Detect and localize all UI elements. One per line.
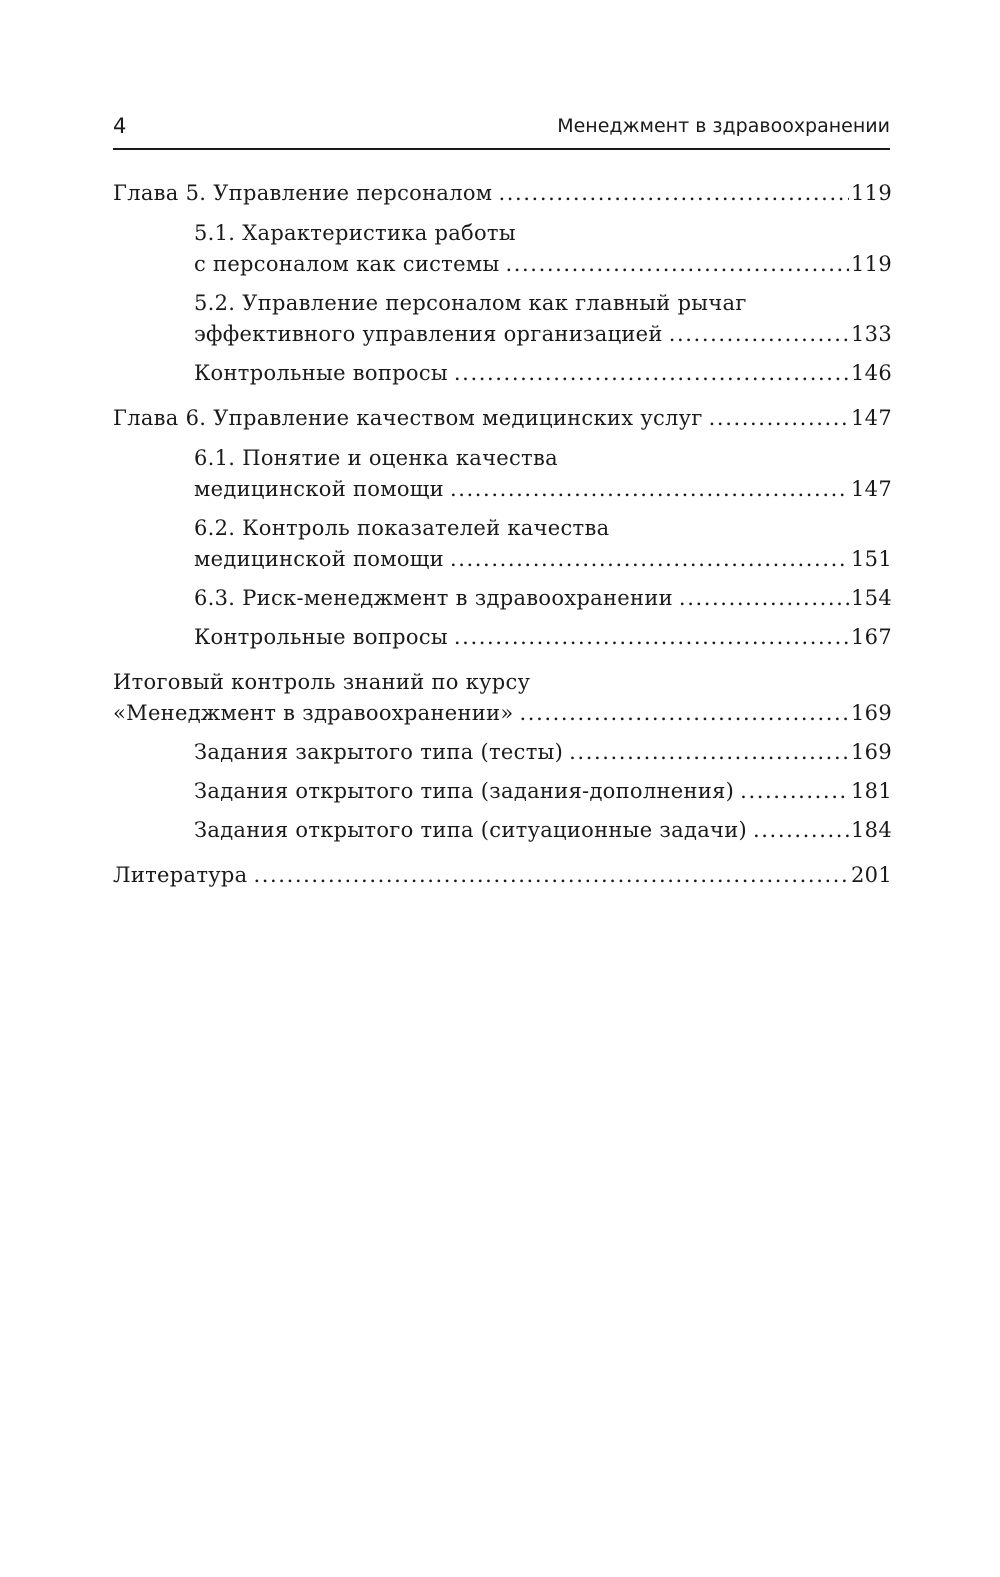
toc-section-entry (113, 288, 892, 350)
toc-page-number: 167 (851, 625, 892, 649)
toc-entry-title-line: Контрольные вопросы (194, 625, 448, 649)
toc-section-entry (113, 815, 892, 846)
dot-leader (679, 583, 849, 614)
page-header (113, 112, 890, 150)
toc-entry-title-line: Задания закрытого типа (тесты) (194, 740, 564, 764)
toc-entry-title-line: 5.1. Характеристика работы (194, 221, 516, 245)
toc-entry-title-line: Итоговый контроль знаний по курсу (113, 670, 531, 694)
toc-section-entry (113, 218, 892, 280)
toc-page-number: 147 (851, 477, 892, 501)
dot-leader (709, 403, 849, 434)
toc-section-entry (113, 622, 892, 653)
toc-page-number: 146 (851, 361, 892, 385)
toc-section-entry (113, 583, 892, 614)
toc-section-entry (113, 358, 892, 389)
dot-leader (498, 178, 849, 209)
toc-section-entry (113, 776, 892, 807)
dot-leader (669, 319, 849, 350)
toc-chapter-entry (113, 860, 892, 891)
toc-chapter-entry (113, 667, 892, 729)
page-number: 4 (113, 114, 127, 138)
toc-entry-title-line: 6.2. Контроль показателей качества (194, 516, 610, 540)
toc-chapter-entry (113, 403, 892, 434)
toc-chapter-entry (113, 178, 892, 209)
dot-leader (454, 622, 849, 653)
toc-entry-row (194, 249, 892, 280)
toc-page-number: 133 (851, 322, 892, 346)
toc-entry-row (113, 698, 892, 729)
dot-leader (569, 737, 849, 768)
toc-entry-title-line: Литература (113, 863, 248, 887)
dot-leader (450, 474, 849, 505)
toc-section-entry (113, 443, 892, 505)
toc-page-number: 119 (851, 181, 892, 205)
toc-entry-row (194, 319, 892, 350)
toc-entry-title-line: с персоналом как системы (194, 252, 500, 276)
dot-leader (450, 544, 849, 575)
toc-entry-row (194, 358, 892, 389)
dot-leader (753, 815, 849, 846)
toc-entry-row (194, 737, 892, 768)
toc-page-number: 119 (851, 252, 892, 276)
toc-entry-title-line: Глава 5. Управление персоналом (113, 181, 493, 205)
toc-entry-title-line: 6.3. Риск-менеджмент в здравоохранении (194, 586, 673, 610)
toc-entry-row (194, 544, 892, 575)
toc-entry-row (113, 178, 892, 209)
toc-entry-title-line: Глава 6. Управление качеством медицинских услуг (113, 406, 703, 430)
toc-page-number: 169 (851, 701, 892, 725)
toc-entry-title-line: медицинской помощи (194, 547, 444, 571)
toc-page-number: 169 (851, 740, 892, 764)
toc-entry-title-line: Задания открытого типа (задания-дополнения) (194, 779, 735, 803)
dot-leader (740, 776, 849, 807)
toc-entry-row (194, 776, 892, 807)
dot-leader (520, 698, 849, 729)
dot-leader (253, 860, 849, 891)
dot-leader (505, 249, 849, 280)
toc-page-number: 154 (851, 586, 892, 610)
toc-entry-title-line: 6.1. Понятие и оценка качества (194, 446, 558, 470)
toc-entry-title-line: Контрольные вопросы (194, 361, 448, 385)
toc-entry-row (194, 474, 892, 505)
toc-entry-row (113, 860, 892, 891)
toc-section-entry (113, 513, 892, 575)
toc-entry-title-line: медицинской помощи (194, 477, 444, 501)
toc-entry-row (113, 403, 892, 434)
toc-page-number: 181 (851, 779, 892, 803)
toc-entry-title-line: «Менеджмент в здравоохранении» (113, 701, 514, 725)
table-of-contents (113, 178, 892, 891)
toc-entry-title-line: 5.2. Управление персоналом как главный рычаг (194, 291, 747, 315)
dot-leader (454, 358, 849, 389)
toc-page-number: 201 (851, 863, 892, 887)
toc-page-number: 147 (851, 406, 892, 430)
toc-entry-row (194, 622, 892, 653)
toc-entry-title-line: эффективного управления организацией (194, 322, 663, 346)
running-title: Менеджмент в здравоохранении (557, 115, 890, 137)
toc-entry-row (194, 583, 892, 614)
toc-entry-row (194, 815, 892, 846)
toc-page-number: 151 (851, 547, 892, 571)
toc-entry-title-line: Задания открытого типа (ситуационные задачи) (194, 818, 747, 842)
toc-section-entry (113, 737, 892, 768)
toc-page-number: 184 (851, 818, 892, 842)
